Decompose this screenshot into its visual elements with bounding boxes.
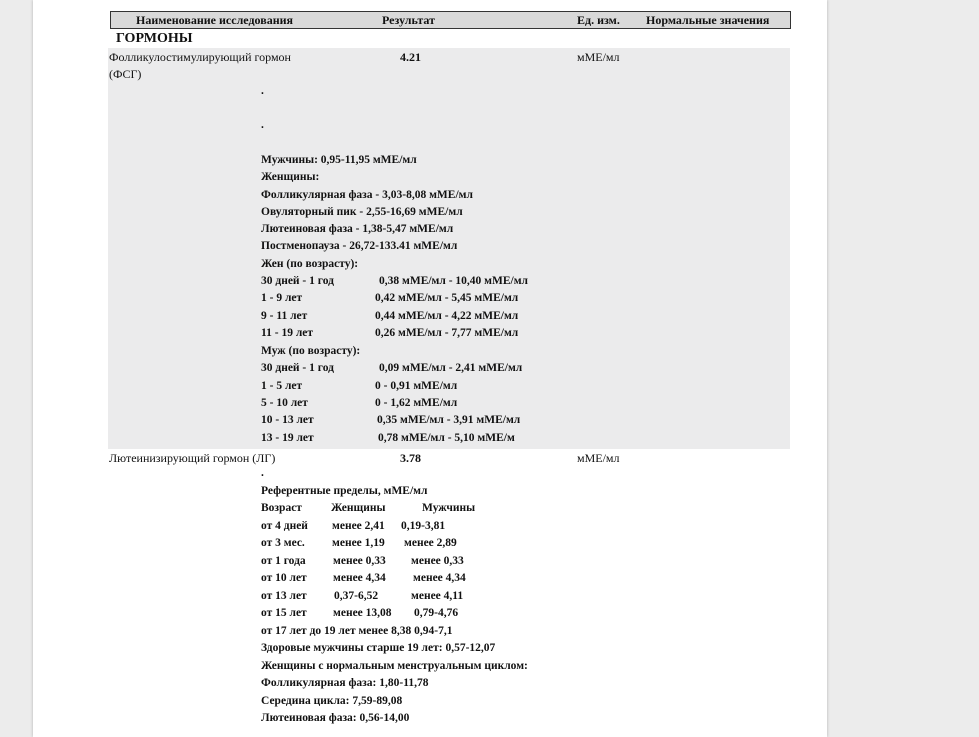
lh-ref-row: [261, 555, 464, 567]
header-norm: Нормальные значения: [646, 13, 770, 27]
fsh-name-line2: (ФСГ): [109, 67, 142, 81]
table-header: [110, 11, 791, 29]
fsh-male-age-row: [261, 414, 521, 426]
age-range: 0,38 мМЕ/мл - 10,40 мМЕ/мл: [379, 275, 529, 287]
age-label: 1 - 5 лет: [261, 380, 303, 392]
age-label: 9 - 11 лет: [261, 310, 308, 322]
fsh-male-age-row: [261, 380, 458, 392]
lh-ref-row: [261, 590, 464, 602]
ref-male: менее 0,33: [411, 555, 464, 567]
ref-age: от 4 дней: [261, 520, 308, 532]
lh-unit: мМЕ/мл: [577, 451, 620, 465]
ref-female: менее 13,08: [333, 607, 392, 619]
fsh-female-age-row: [261, 327, 519, 339]
fsh-male-age-row: [261, 432, 515, 444]
lh-ref-line: Женщины с нормальным менструальным циклом:: [261, 660, 528, 672]
ref-age: от 3 мес.: [261, 537, 305, 549]
age-label: 5 - 10 лет: [261, 397, 308, 409]
lh-ref-line: Середина цикла: 7,59-89,08: [261, 695, 403, 707]
age-range: 0,78 мМЕ/мл - 5,10 мМЕ/м: [378, 432, 515, 444]
lh-ref-row: [261, 572, 466, 584]
lh-ref-line: Фолликулярная фаза: 1,80-11,78: [261, 677, 429, 689]
lh-ref-table-head: [261, 502, 476, 514]
fsh-male-header: Муж (по возрасту):: [261, 345, 361, 357]
fsh-female-age-row: [261, 292, 519, 304]
fsh-female-age-row: [261, 310, 519, 322]
ref-age: от 13 лет: [261, 590, 307, 602]
fsh-norm-line: Овуляторный пик - 2,55-16,69 мМЕ/мл: [261, 206, 463, 218]
fsh-male-age-row: [261, 397, 458, 409]
ref-female: менее 1,19: [332, 537, 385, 549]
fsh-norm-line: Лютеиновая фаза - 1,38-5,47 мМЕ/мл: [261, 223, 454, 235]
ref-age: от 15 лет: [261, 607, 307, 619]
fsh-norm-line: Женщины:: [261, 171, 320, 183]
age-range: 0,35 мМЕ/мл - 3,91 мМЕ/мл: [377, 414, 521, 426]
lh-ref-title: Референтные пределы, мМЕ/мл: [261, 485, 428, 497]
fsh-norm-line: Фолликулярная фаза - 3,03-8,08 мМЕ/мл: [261, 189, 473, 201]
ref-male: менее 4,11: [411, 590, 464, 602]
fsh-norm-line: Мужчины: 0,95-11,95 мМЕ/мл: [261, 154, 417, 166]
ref-female: 0,37-6,52: [334, 590, 379, 602]
fsh-result: 4.21: [400, 50, 421, 64]
ref-female: менее 4,34: [333, 572, 386, 584]
age-range: 0,26 мМЕ/мл - 7,77 мМЕ/мл: [375, 327, 519, 339]
document-page: [33, 0, 827, 737]
col-age: Возраст: [261, 502, 302, 514]
header-unit: Ед. изм.: [577, 13, 620, 27]
lh-ref-row: [261, 607, 459, 619]
ref-age: от 10 лет: [261, 572, 307, 584]
fsh-norm-line: Постменопауза - 26,72-133.41 мМЕ/мл: [261, 240, 458, 252]
fsh-male-age-row: [261, 362, 523, 374]
lh-ref-line: Лютеиновая фаза: 0,56-14,00: [261, 712, 410, 724]
age-label: 13 - 19 лет: [261, 432, 314, 444]
ref-female: менее 2,41: [332, 520, 385, 532]
ref-male: менее 4,34: [413, 572, 466, 584]
lh-dot: .: [261, 467, 264, 479]
age-label: 1 - 9 лет: [261, 292, 303, 304]
ref-age: от 1 года: [261, 555, 306, 567]
fsh-dot-1: .: [261, 85, 264, 97]
age-range: 0 - 0,91 мМЕ/мл: [375, 380, 458, 392]
col-male: Мужчины: [422, 502, 476, 514]
ref-male: 0,19-3,81: [401, 520, 446, 532]
ref-female: менее 0,33: [333, 555, 386, 567]
lh-ref-row: [261, 537, 457, 549]
age-range: 0,42 мМЕ/мл - 5,45 мМЕ/мл: [375, 292, 519, 304]
lh-ref-row: [261, 520, 446, 532]
col-female: Женщины: [331, 502, 386, 514]
lh-ref-line: от 17 лет до 19 лет менее 8,38 0,94-7,1: [261, 625, 453, 637]
ref-male: менее 2,89: [404, 537, 457, 549]
age-label: 30 дней - 1 год: [261, 275, 334, 287]
age-label: 10 - 13 лет: [261, 414, 314, 426]
fsh-name-line1: Фолликулостимулирующий гормон: [109, 50, 291, 64]
header-result: Результат: [382, 13, 436, 27]
age-range: 0 - 1,62 мМЕ/мл: [375, 397, 458, 409]
age-label: 11 - 19 лет: [261, 327, 314, 339]
fsh-norm-line: Жен (по возрасту):: [261, 258, 359, 270]
fsh-female-age-row: [261, 275, 529, 287]
section-title: ГОРМОНЫ: [116, 31, 193, 46]
fsh-dot-2: .: [261, 119, 264, 131]
age-range: 0,44 мМЕ/мл - 4,22 мМЕ/мл: [375, 310, 519, 322]
age-range: 0,09 мМЕ/мл - 2,41 мМЕ/мл: [379, 362, 523, 374]
lh-name: Лютеинизирующий гормон (ЛГ): [109, 451, 276, 465]
lh-result: 3.78: [400, 451, 421, 465]
age-label: 30 дней - 1 год: [261, 362, 334, 374]
ref-male: 0,79-4,76: [414, 607, 459, 619]
lh-ref-line: Здоровые мужчины старше 19 лет: 0,57-12,07: [261, 642, 496, 654]
fsh-unit: мМЕ/мл: [577, 50, 620, 64]
header-name: Наименование исследования: [136, 13, 294, 27]
